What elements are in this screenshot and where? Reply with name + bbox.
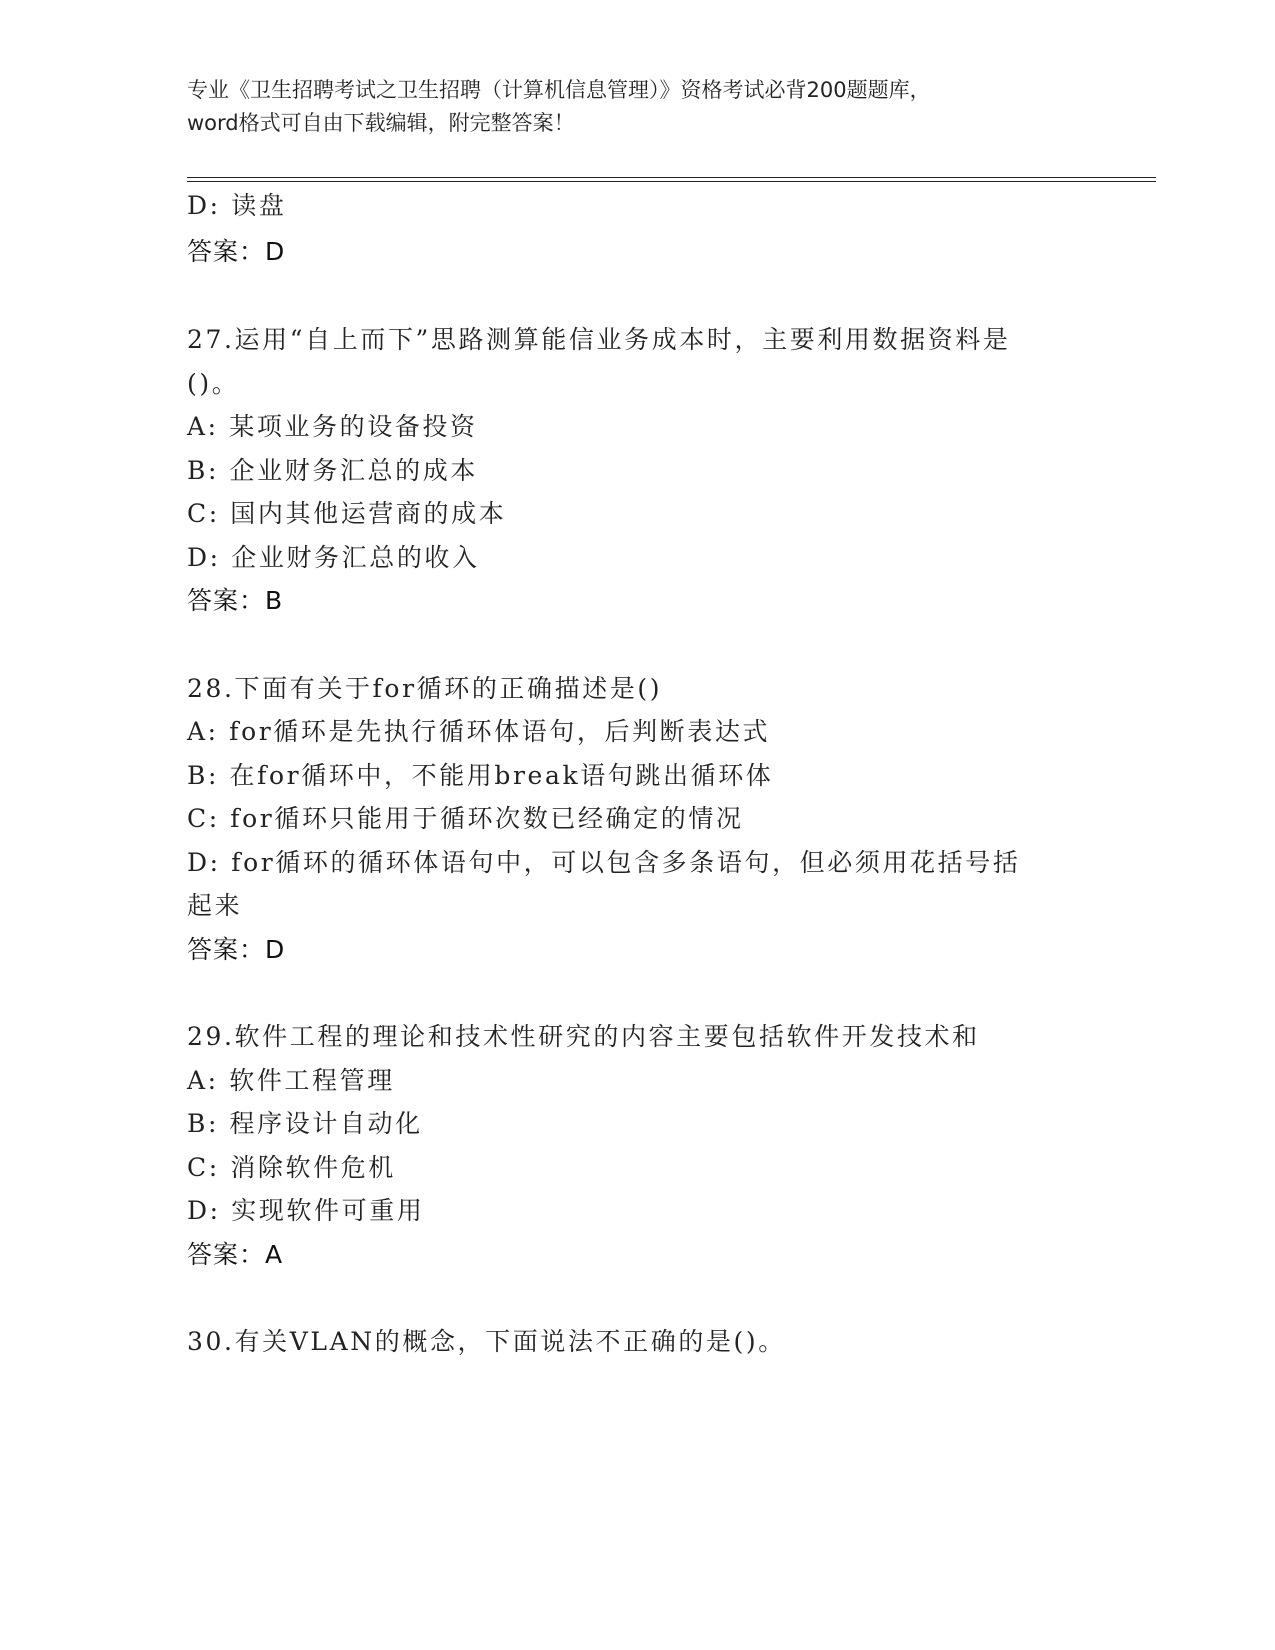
document-header	[187, 74, 1087, 140]
q29-option-a: A: 软件工程管理	[187, 1066, 395, 1095]
q28-option-c: C: for循环只能用于循环次数已经确定的情况	[187, 804, 744, 833]
q28-option-b: B: 在for循环中，不能用break语句跳出循环体	[187, 761, 774, 790]
header-double-rule	[187, 177, 1156, 182]
prev-answer: 答案：D	[187, 237, 286, 266]
q27-stem-line-1: 27.运用“自上而下”思路测算能信业务成本时，主要利用数据资料是	[187, 325, 1011, 354]
q29-answer: 答案：A	[187, 1240, 284, 1269]
q27-stem-line-2: ()。	[187, 369, 240, 398]
q28-option-d-line-2: 起来	[187, 891, 243, 920]
q29-option-d: D: 实现软件可重用	[187, 1196, 425, 1225]
q28-answer: 答案：D	[187, 935, 286, 964]
q27-option-c: C: 国内其他运营商的成本	[187, 499, 507, 528]
q29-option-b: B: 程序设计自动化	[187, 1109, 423, 1138]
q28-stem: 28.下面有关于for循环的正确描述是()	[187, 674, 663, 703]
q29-option-c: C: 消除软件危机	[187, 1153, 396, 1182]
q30-stem: 30.有关VLAN的概念，下面说法不正确的是()。	[187, 1327, 786, 1356]
prev-option-d: D: 读盘	[187, 191, 287, 220]
q29-stem: 29.软件工程的理论和技术性研究的内容主要包括软件开发技术和	[187, 1022, 980, 1051]
q27-answer: 答案：B	[187, 586, 284, 615]
q28-option-d-line-1: D: for循环的循环体语句中，可以包含多条语句，但必须用花括号括	[187, 848, 1021, 877]
q27-option-a: A: 某项业务的设备投资	[187, 412, 478, 441]
q27-option-d: D: 企业财务汇总的收入	[187, 543, 480, 572]
header-title-line-1: 专业《卫生招聘考试之卫生招聘（计算机信息管理）》资格考试必背200题题库，	[187, 78, 931, 102]
q27-option-b: B: 企业财务汇总的成本	[187, 456, 478, 485]
header-title-line-2: word格式可自由下载编辑，附完整答案！	[187, 111, 575, 135]
q28-option-a: A: for循环是先执行循环体语句，后判断表达式	[187, 717, 771, 746]
